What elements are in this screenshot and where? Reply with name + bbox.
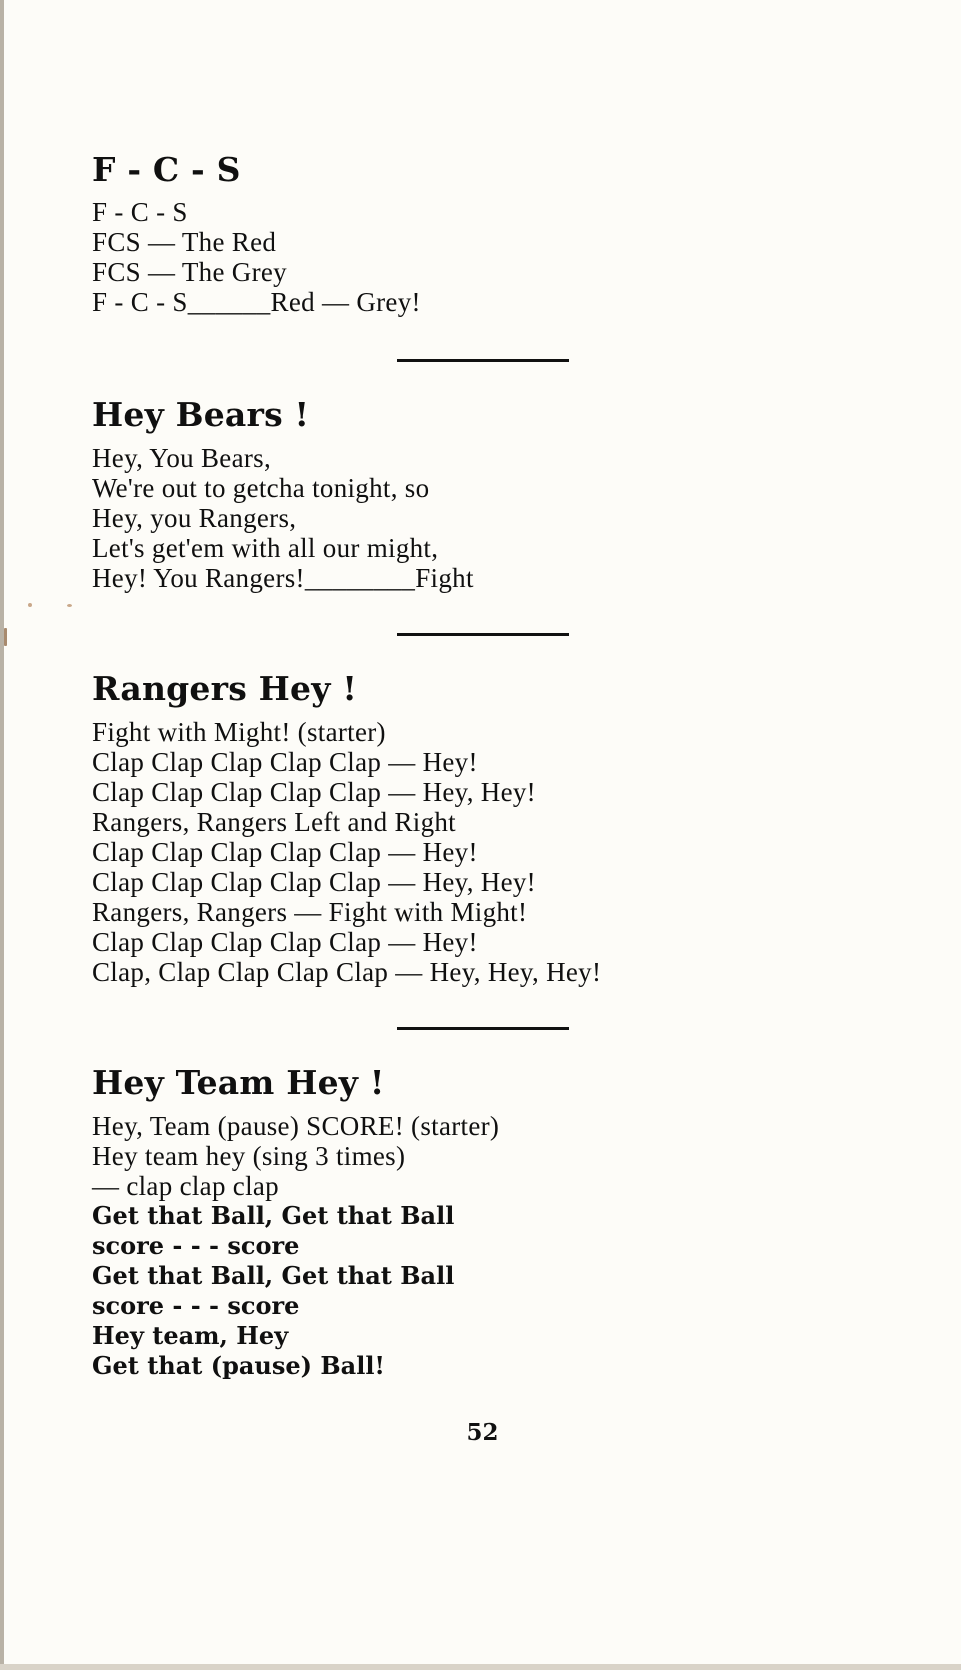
cheer-line: Fight with Might! (starter) [92, 717, 386, 747]
cheer-line: Let's get'em with all our might, [92, 533, 439, 563]
cheer-line: Hey team hey (sing 3 times) [92, 1141, 406, 1171]
cheer-title: Hey Bears ! [92, 395, 310, 434]
section-divider [397, 633, 569, 636]
cheer-lines [92, 1111, 912, 1381]
cheer-line: Clap Clap Clap Clap Clap — Hey, Hey! [92, 777, 536, 807]
cheer-lines [92, 717, 912, 987]
cheer-line: Rangers, Rangers — Fight with Might! [92, 897, 528, 927]
cheer-line: We're out to getcha tonight, so [92, 473, 430, 503]
cheer-line: F - C - S______Red — Grey! [92, 287, 421, 317]
cheer-line: — clap clap clap [92, 1171, 279, 1201]
cheer-line: score - - - score [92, 1291, 300, 1320]
paper-speck [67, 604, 72, 607]
cheer-line: Get that (pause) Ball! [92, 1351, 385, 1380]
cheer-line: score - - - score [92, 1231, 300, 1260]
cheer-line: Hey team, Hey [92, 1321, 289, 1350]
cheer-line: Clap Clap Clap Clap Clap — Hey! [92, 927, 478, 957]
cheer-lines [92, 443, 912, 593]
cheer-line: Clap Clap Clap Clap Clap — Hey, Hey! [92, 867, 536, 897]
cheer-lines [92, 197, 912, 317]
page-bottom-edge [0, 1664, 961, 1670]
cheer-rangers-hey [92, 669, 912, 987]
cheer-line: Hey, You Bears, [92, 443, 271, 473]
cheer-line: Hey! You Rangers!________Fight [92, 563, 474, 593]
cheer-line: FCS — The Red [92, 227, 277, 257]
cheer-line: Rangers, Rangers Left and Right [92, 807, 456, 837]
section-divider [397, 1027, 569, 1030]
cheer-line: Get that Ball, Get that Ball [92, 1201, 455, 1230]
paper-speck [4, 628, 7, 646]
page-number: 52 [466, 1419, 499, 1446]
paper-speck [28, 603, 32, 607]
cheer-hey-bears [92, 395, 912, 593]
cheer-line: Clap Clap Clap Clap Clap — Hey! [92, 837, 478, 867]
cheer-fcs [92, 150, 912, 317]
cheer-line: F - C - S [92, 197, 188, 227]
cheer-line: Hey, you Rangers, [92, 503, 297, 533]
cheer-line: Clap, Clap Clap Clap Clap — Hey, Hey, Hey! [92, 957, 602, 987]
cheer-title: F - C - S [92, 150, 241, 189]
cheer-line: Clap Clap Clap Clap Clap — Hey! [92, 747, 478, 777]
cheer-title: Hey Team Hey ! [92, 1063, 385, 1102]
cheer-title: Rangers Hey ! [92, 669, 358, 708]
cheer-line: Get that Ball, Get that Ball [92, 1261, 455, 1290]
cheer-hey-team-hey [92, 1063, 912, 1381]
section-divider [397, 359, 569, 362]
cheer-line: FCS — The Grey [92, 257, 287, 287]
cheer-line: Hey, Team (pause) SCORE! (starter) [92, 1111, 500, 1141]
